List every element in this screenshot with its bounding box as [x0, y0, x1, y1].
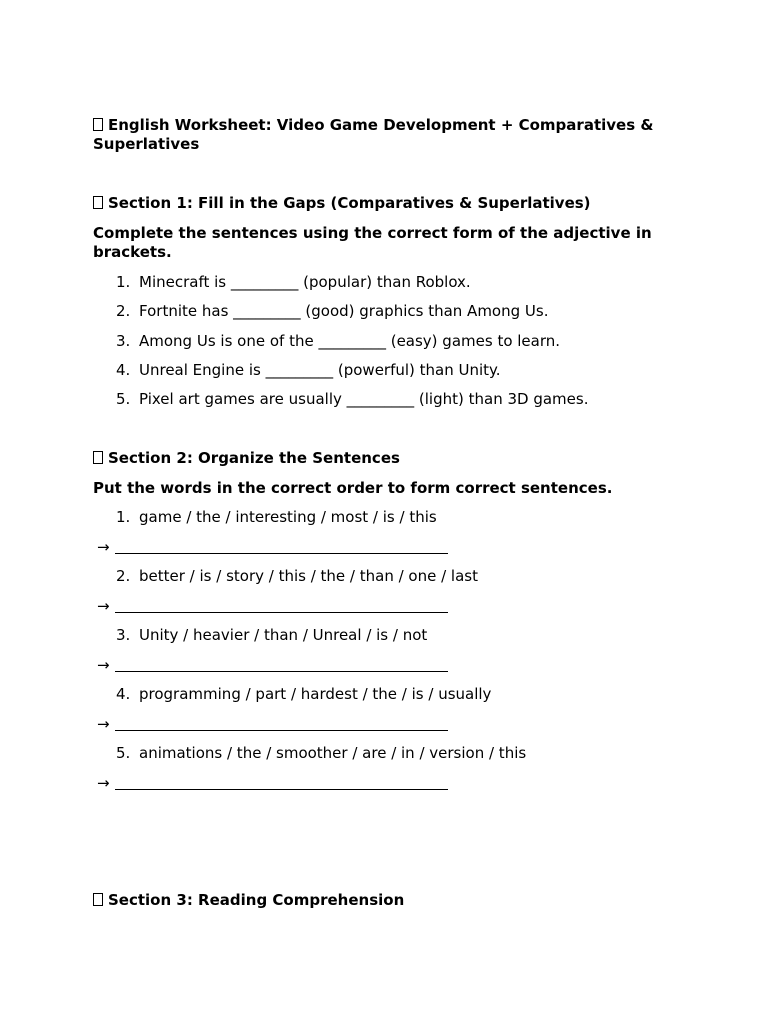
answer-line[interactable]	[97, 597, 448, 616]
section2-heading-text: Section 2: Organize the Sentences	[108, 449, 400, 467]
item-number: 2.	[116, 302, 131, 320]
list-item	[116, 567, 478, 586]
section1-instruction: Complete the sentences using the correct form of the adjective in brackets.	[93, 224, 652, 261]
list-item	[116, 744, 526, 763]
item-number: 5.	[116, 744, 131, 762]
answer-blank[interactable]	[115, 657, 448, 672]
arrow-icon: →	[97, 538, 110, 556]
list-item	[116, 332, 560, 351]
answer-line[interactable]	[97, 656, 448, 675]
item-text: Unreal Engine is _________ (powerful) than Unity.	[139, 361, 501, 379]
section1-heading	[93, 194, 675, 213]
list-item	[116, 302, 548, 321]
answer-blank[interactable]	[115, 598, 448, 613]
item-text: better / is / story / this / the / than / one / last	[139, 567, 478, 585]
item-text: Pixel art games are usually _________ (light) than 3D games.	[139, 390, 589, 408]
section3-heading-text: Section 3: Reading Comprehension	[108, 891, 405, 909]
item-text: game / the / interesting / most / is / this	[139, 508, 437, 526]
item-number: 4.	[116, 685, 131, 703]
arrow-icon: →	[97, 774, 110, 792]
emoji-icon	[93, 893, 103, 906]
answer-blank[interactable]	[115, 716, 448, 731]
emoji-icon	[93, 118, 103, 131]
worksheet-title	[93, 116, 675, 154]
item-text: Among Us is one of the _________ (easy) games to learn.	[139, 332, 561, 350]
item-number: 4.	[116, 361, 131, 379]
worksheet-title-text: English Worksheet: Video Game Development + Comparatives & Superlatives	[93, 116, 654, 153]
section2-heading	[93, 449, 675, 468]
item-text: animations / the / smoother / are / in / version / this	[139, 744, 527, 762]
section3-heading	[93, 891, 675, 910]
answer-line[interactable]	[97, 774, 448, 793]
item-number: 3.	[116, 332, 131, 350]
item-text: Minecraft is _________ (popular) than Roblox.	[139, 273, 471, 291]
list-item	[116, 685, 491, 704]
section2-instruction: Put the words in the correct order to form correct sentences.	[93, 479, 613, 497]
item-text: Unity / heavier / than / Unreal / is / not	[139, 626, 428, 644]
item-number: 3.	[116, 626, 131, 644]
answer-line[interactable]	[97, 538, 448, 557]
list-item	[116, 390, 588, 409]
section1-heading-text: Section 1: Fill in the Gaps (Comparatives & Superlatives)	[108, 194, 591, 212]
item-number: 1.	[116, 273, 131, 291]
list-item	[116, 361, 501, 380]
list-item	[116, 273, 471, 292]
arrow-icon: →	[97, 597, 110, 615]
item-number: 1.	[116, 508, 131, 526]
list-item	[116, 626, 427, 645]
item-number: 5.	[116, 390, 131, 408]
arrow-icon: →	[97, 656, 110, 674]
answer-line[interactable]	[97, 715, 448, 734]
item-text: programming / part / hardest / the / is / usually	[139, 685, 492, 703]
emoji-icon	[93, 196, 103, 209]
item-number: 2.	[116, 567, 131, 585]
answer-blank[interactable]	[115, 775, 448, 790]
arrow-icon: →	[97, 715, 110, 733]
item-text: Fortnite has _________ (good) graphics than Among Us.	[139, 302, 549, 320]
list-item	[116, 508, 437, 527]
emoji-icon	[93, 451, 103, 464]
answer-blank[interactable]	[115, 539, 448, 554]
